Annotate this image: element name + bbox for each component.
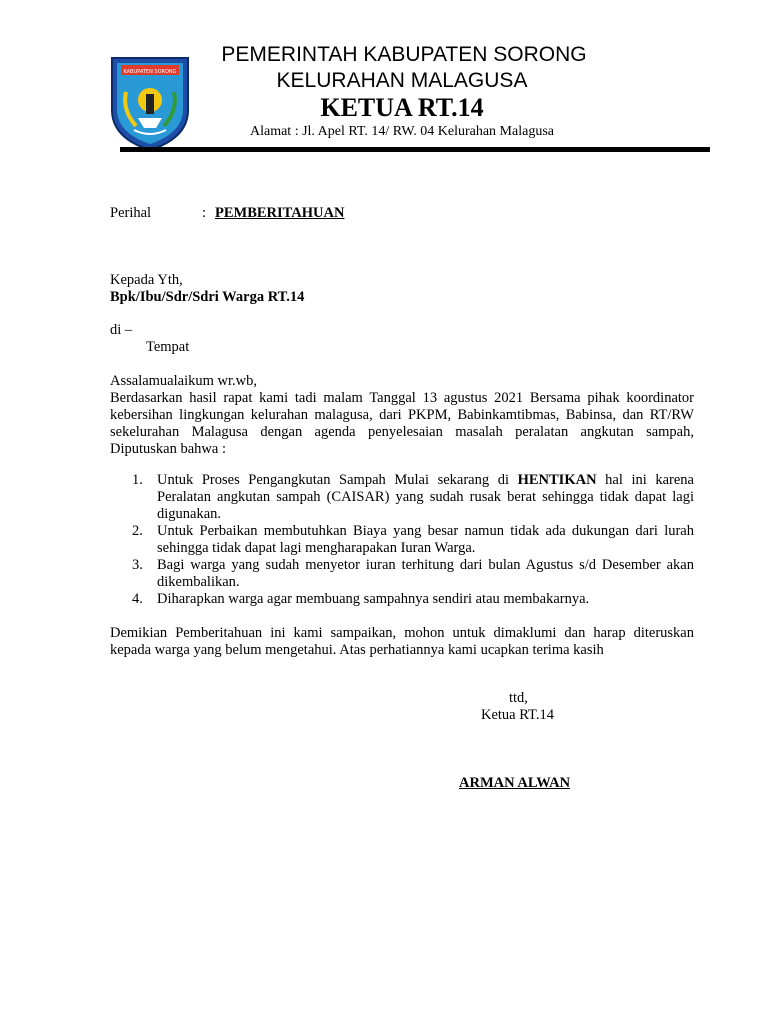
list-item (110, 523, 694, 557)
list-item-text: Untuk Perbaikan membutuhkan Biaya yang besar namun tidak ada dukungan dari lurah sehingga tidak dapat lagi mengharapakan Iuran Warga. (157, 523, 694, 556)
header-government-name: PEMERINTAH KABUPATEN SORONG (221, 43, 587, 66)
subject-colon: : (202, 205, 207, 221)
list-item-text-continued: hal ini karena Peralatan angkutan sampah (CAISAR) yang sudah rusak berat sehingga tidak dapat lagi digunakan. (157, 472, 694, 522)
list-item-number: 3. (132, 557, 143, 573)
list-item-text: Bagi warga yang sudah menyetor iuran terhitung dari bulan Agustus s/d Desember akan dikembalikan. (157, 557, 694, 590)
closing-paragraph: Demikian Pemberitahuan ini kami sampaikan, mohon untuk dimaklumi dan harap diteruskan kepada warga yang belum mengetahui. Atas perhatiannya kami ucapkan terima kasih (110, 625, 694, 658)
subject-value: PEMBERITAHUAN (215, 205, 345, 221)
signature-title: Ketua RT.14 (481, 707, 554, 723)
list-item (110, 591, 694, 608)
signature-name: ARMAN ALWAN (459, 775, 571, 791)
signature-ttd: ttd, (509, 690, 528, 706)
kabupaten-sorong-emblem-logo (108, 52, 192, 152)
body-paragraph: Berdasarkan hasil rapat kami tadi malam Tanggal 13 agustus 2021 Bersama pihak koordinator kebersihan lingkungan kelurahan malagusa, dari PKPM, Babinkamtibmas, Babinsa, dan RT/RW sekelurahan Malagusa dengan agenda penyelesaian masalah peralatan angkutan sampah, Diputuskan bahwa : (110, 390, 694, 457)
list-item-number: 1. (132, 472, 143, 488)
header-divider (120, 147, 710, 152)
greeting: Assalamualaikum wr.wb, (110, 373, 257, 389)
recipient-salutation: Kepada Yth, (110, 272, 183, 288)
subject-label: Perihal (110, 205, 152, 221)
header-office-title: KETUA RT.14 (320, 93, 484, 122)
recipient-di: di – (110, 322, 133, 338)
recipient-name: Bpk/Ibu/Sdr/Sdri Warga RT.14 (110, 289, 305, 305)
list-item-text: Untuk Proses Pengangkutan Sampah Mulai sekarang di (157, 472, 518, 488)
list-item-number: 2. (132, 523, 143, 539)
list-item-text: Diharapkan warga agar membuang sampahnya sendiri atau membakarnya. (157, 591, 590, 607)
header-kelurahan-name: KELURAHAN MALAGUSA (276, 69, 528, 92)
list-item-number: 4. (132, 591, 143, 607)
decision-list (110, 472, 694, 608)
header-address: Alamat : Jl. Apel RT. 14/ RW. 04 Kelurahan Malagusa (249, 124, 554, 139)
list-item-emphasis: HENTIKAN (517, 472, 597, 488)
logo-text: KABUPATEN SORONG (123, 69, 177, 75)
list-item (110, 557, 694, 591)
list-item (110, 472, 694, 523)
recipient-place: Tempat (146, 339, 190, 355)
